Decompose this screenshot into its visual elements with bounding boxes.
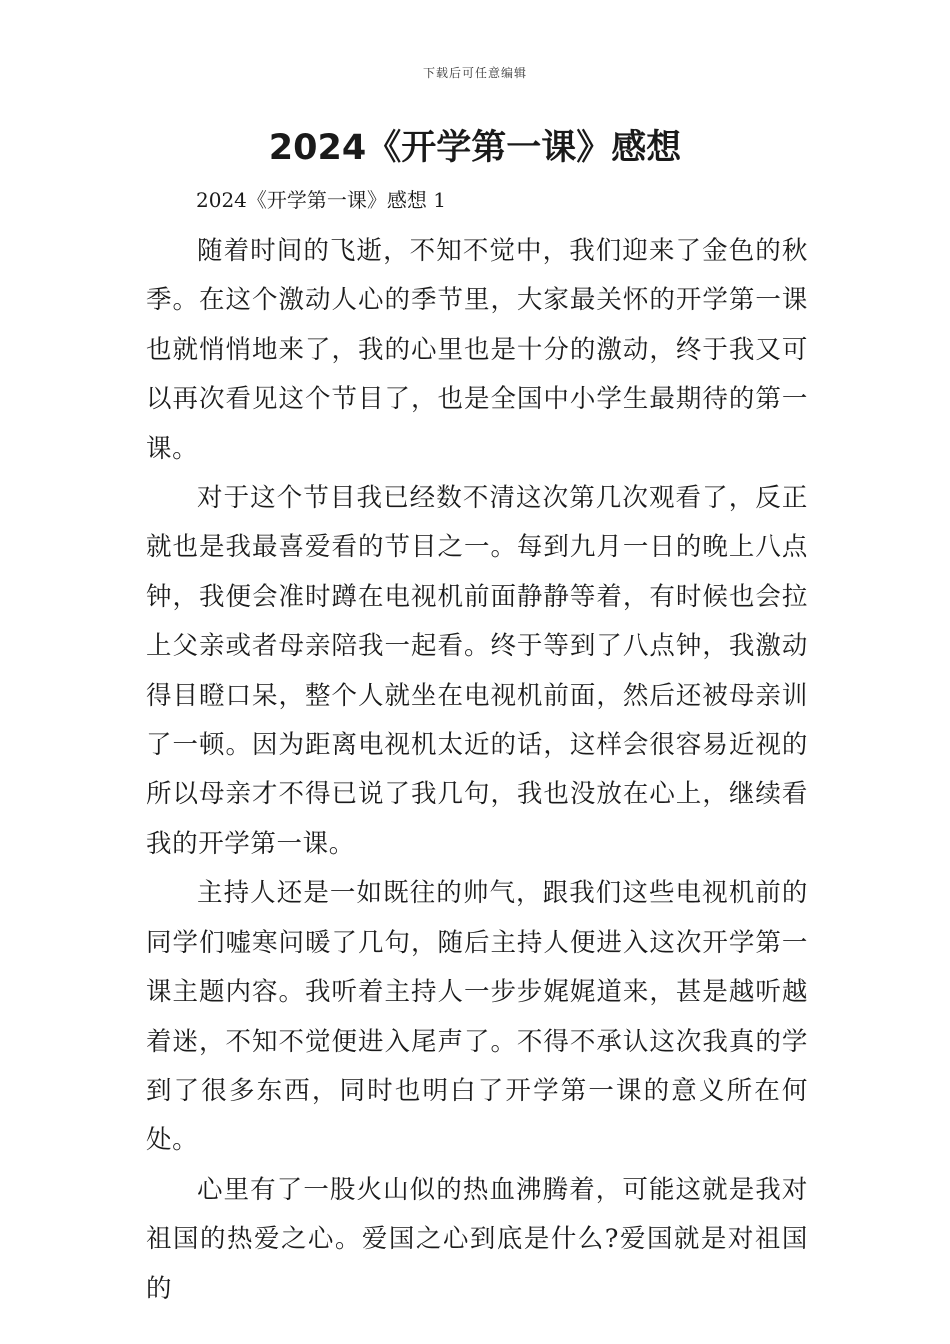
paragraph-2: 对于这个节目我已经数不清这次第几次观看了，反正就也是我最喜爱看的节目之一。每到九月一日的晚上八点钟，我便会准时蹲在电视机前面静静等着，有时候也会拉上父亲或者母亲陪我一起看。终于等到了八点钟，我激动得目瞪口呆，整个人就坐在电视机前面，然后还被母亲训了一顿。因为距离电视机太近的话，这样会很容易近视的所以母亲才不得已说了我几句，我也没放在心上，继续看我的开学第一课。 bbox=[146, 483, 808, 859]
paragraph-4: 心里有了一股火山似的热血沸腾着，可能这就是我对祖国的热爱之心。爱国之心到底是什么?爱国就是对祖国的 bbox=[146, 1174, 808, 1304]
paragraph-3: 主持人还是一如既往的帅气，跟我们这些电视机前的同学们嘘寒问暖了几句，随后主持人便进入这次开学第一课主题内容。我听着主持人一步步娓娓道来，甚是越听越着迷，不知不觉便进入尾声了。不得不承认这次我真的学到了很多东西，同时也明白了开学第一课的意义所在何处。 bbox=[146, 878, 808, 1156]
document-title: 2024《开学第一课》感想 bbox=[268, 128, 682, 168]
document-subtitle: 2024《开学第一课》感想 1 bbox=[196, 188, 446, 212]
document-body bbox=[146, 227, 808, 1314]
page-header-note: 下载后可任意编辑 bbox=[422, 66, 527, 80]
paragraph-1: 随着时间的飞逝，不知不觉中，我们迎来了金色的秋季。在这个激动人心的季节里，大家最关怀的开学第一课也就悄悄地来了，我的心里也是十分的激动，终于我又可以再次看见这个节目了，也是全国中小学生最期待的第一课。 bbox=[146, 236, 808, 464]
